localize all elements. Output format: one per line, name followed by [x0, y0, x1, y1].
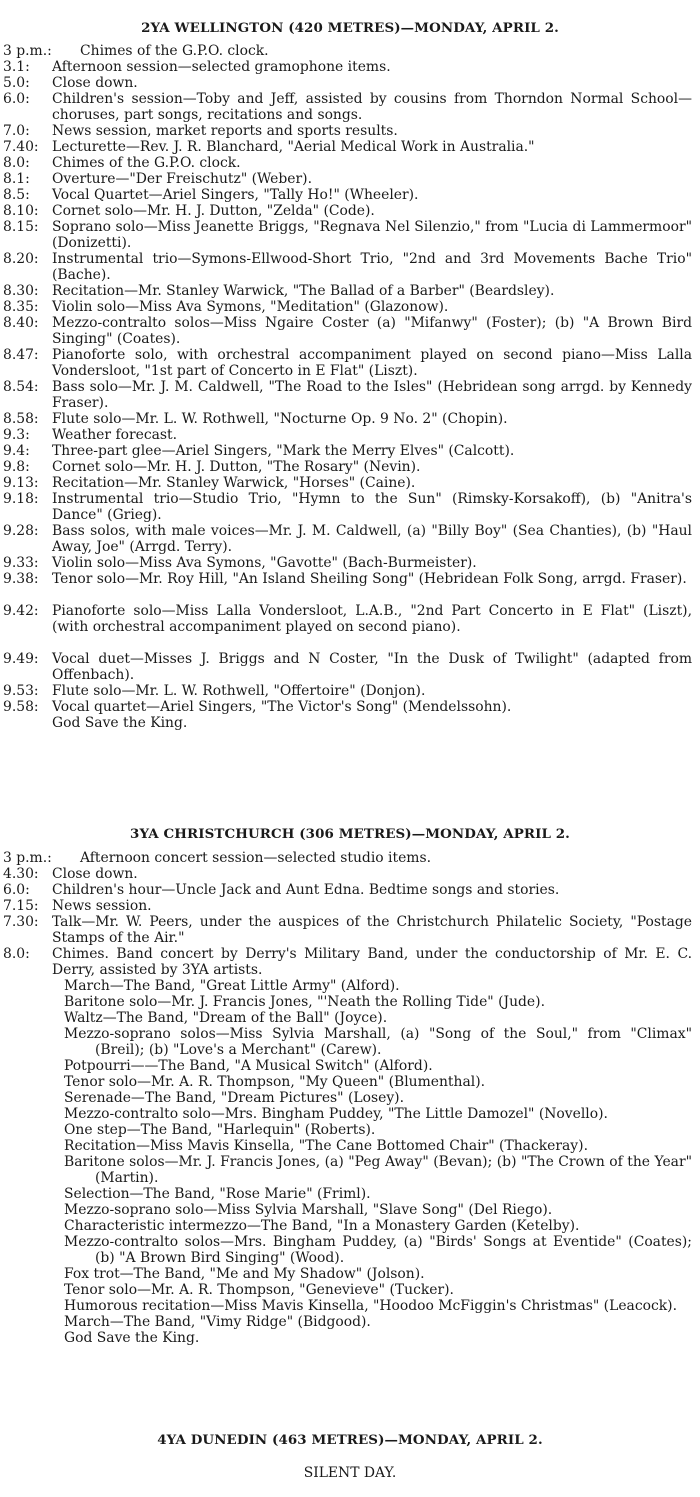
list-item — [0, 850, 700, 866]
item-time: 8.30: — [3, 283, 39, 299]
schedule-2ya — [0, 43, 700, 731]
item-text: Chimes. Band concert by Derry's Military Band, under the conductorship of Mr. E. C. Derry, assisted by 3YA artists. — [52, 946, 692, 978]
item-time: 7.40: — [3, 139, 39, 155]
list-item — [0, 459, 700, 475]
list-item — [0, 203, 700, 219]
list-item — [0, 187, 700, 203]
item-text: Pianoforte solo, with orchestral accompaniment played on second piano—Miss Lalla Vondersloot, "1st part of Concerto in E Flat" (Liszt). — [52, 347, 692, 379]
item-time: 9.53: — [3, 683, 39, 699]
item-time: 3 p.m.: — [3, 850, 52, 866]
item-text: Weather forecast. — [52, 427, 178, 443]
item-time: 7.0: — [3, 123, 30, 139]
list-item — [0, 946, 700, 978]
item-text: Soprano solo—Miss Jeanette Briggs, "Regnava Nel Silenzio," from "Lucia di Lammermoor" (Donizetti). — [52, 219, 692, 251]
list-item — [0, 299, 700, 315]
list-item — [0, 683, 700, 699]
item-time: 8.58: — [3, 411, 39, 427]
item-text: Violin solo—Miss Ava Symons, "Meditation" (Glazonow). — [52, 299, 449, 315]
list-item — [0, 555, 700, 571]
station-heading-3ya: 3YA CHRISTCHURCH (306 METRES)—MONDAY, APRIL 2. — [130, 826, 570, 842]
list-item — [0, 882, 700, 898]
item-text: Vocal Quartet—Ariel Singers, "Tally Ho!" (Wheeler). — [52, 187, 419, 203]
item-time: 7.15: — [3, 898, 39, 914]
programme-item: One step—The Band, "Harlequin" (Roberts). — [64, 1122, 376, 1138]
item-time: 9.33: — [3, 555, 39, 571]
programme-item: Tenor solo—Mr. A. R. Thompson, "Genevieve" (Tucker). — [64, 1282, 454, 1298]
list-item — [0, 571, 700, 603]
programme-item: Serenade—The Band, "Dream Pictures" (Losey). — [64, 1090, 405, 1106]
item-text: Close down. — [52, 75, 138, 91]
item-text: Violin solo—Miss Ava Symons, "Gavotte" (Bach-Burmeister). — [52, 555, 477, 571]
item-time: 8.40: — [3, 315, 39, 331]
programme-item: March—The Band, "Vimy Ridge" (Bidgood). — [64, 1314, 371, 1330]
programme-item: Mezzo-contralto solo—Mrs. Bingham Puddey, "The Little Damozel" (Novello). — [64, 1106, 608, 1122]
item-time: 3.1: — [3, 59, 30, 75]
list-item — [0, 523, 700, 555]
list-item — [0, 379, 700, 411]
item-text: Cornet solo—Mr. H. J. Dutton, "The Rosary" (Nevin). — [52, 459, 421, 475]
list-item — [0, 651, 700, 683]
item-time: 5.0: — [3, 75, 30, 91]
item-text: Recitation—Mr. Stanley Warwick, "The Ballad of a Barber" (Beardsley). — [52, 283, 555, 299]
item-text: Afternoon concert session—selected studio items. — [80, 850, 432, 866]
list-item — [0, 155, 700, 171]
station-heading-4ya: 4YA DUNEDIN (463 METRES)—MONDAY, APRIL 2. — [157, 1432, 543, 1448]
item-text: Afternoon session—selected gramophone items. — [52, 59, 391, 75]
item-time: 9.4: — [3, 443, 30, 459]
item-time: 6.0: — [3, 882, 30, 898]
closing-line: God Save the King. — [64, 1330, 200, 1346]
list-item — [0, 91, 700, 123]
list-item — [0, 75, 700, 91]
item-text: Chimes of the G.P.O. clock. — [52, 155, 241, 171]
item-time: 9.28: — [3, 523, 39, 539]
programme-item: Waltz—The Band, "Dream of the Ball" (Joyce). — [64, 1010, 388, 1026]
item-text: Recitation—Mr. Stanley Warwick, "Horses" (Caine). — [52, 475, 416, 491]
programme-item: Tenor solo—Mr. A. R. Thompson, "My Queen" (Blumenthal). — [64, 1074, 486, 1090]
item-text: Overture—"Der Freischutz" (Weber). — [52, 171, 312, 187]
item-text: Talk—Mr. W. Peers, under the auspices of the Christchurch Philatelic Society, "Postage Stamps of the Air." — [52, 914, 692, 946]
programme-item: Mezzo-contralto solos—Mrs. Bingham Puddey, (a) "Birds' Songs at Eventide" (Coates); (b) "A Brown Bird Singing" (Wood). — [64, 1234, 692, 1266]
programme-item: Recitation—Miss Mavis Kinsella, "The Cane Bottomed Chair" (Thackeray). — [64, 1138, 588, 1154]
item-text: Instrumental trio—Studio Trio, "Hymn to the Sun" (Rimsky-Korsakoff), (b) "Anitra's Dance" (Grieg). — [52, 491, 692, 523]
list-item — [0, 898, 700, 914]
list-item — [0, 427, 700, 443]
item-text: Close down. — [52, 866, 138, 882]
item-time: 8.0: — [3, 946, 30, 962]
item-text: Children's hour—Uncle Jack and Aunt Edna. Bedtime songs and stories. — [52, 882, 560, 898]
item-text: Pianoforte solo—Miss Lalla Vondersloot, L.A.B., "2nd Part Concerto in E Flat" (Liszt), (with orchestral accompaniment played on second piano). — [52, 603, 692, 635]
item-time: 9.42: — [3, 603, 39, 619]
list-item — [0, 699, 700, 715]
item-text: Tenor solo—Mr. Roy Hill, "An Island Sheiling Song" (Hebridean Folk Song, arrgd. Fraser). — [52, 571, 687, 587]
item-time: 9.58: — [3, 699, 39, 715]
list-item — [0, 866, 700, 882]
closing-text: God Save the King. — [52, 715, 188, 731]
item-text: Flute solo—Mr. L. W. Rothwell, "Nocturne Op. 9 No. 2" (Chopin). — [52, 411, 508, 427]
item-time: 9.8: — [3, 459, 30, 475]
item-text: Flute solo—Mr. L. W. Rothwell, "Offertoire" (Donjon). — [52, 683, 426, 699]
item-text: Children's session—Toby and Jeff, assisted by cousins from Thorndon Normal School—choruses, part songs, recitations and songs. — [52, 91, 692, 123]
item-time: 7.30: — [3, 914, 39, 930]
programme-item: Humorous recitation—Miss Mavis Kinsella, "Hoodoo McFiggin's Christmas" (Leacock). — [64, 1298, 677, 1314]
list-item — [0, 315, 700, 347]
item-time: 8.1: — [3, 171, 30, 187]
item-time: 8.47: — [3, 347, 39, 363]
item-text: News session, market reports and sports results. — [52, 123, 398, 139]
item-time: 4.30: — [3, 866, 39, 882]
list-item — [0, 914, 700, 946]
item-text: News session. — [52, 898, 152, 914]
item-text: Bass solos, with male voices—Mr. J. M. Caldwell, (a) "Billy Boy" (Sea Chanties), (b) "Haul Away, Joe" (Arrgd. Terry). — [52, 523, 692, 555]
item-time: 9.18: — [3, 491, 39, 507]
list-item — [0, 283, 700, 299]
item-time: 3 p.m.: — [3, 43, 52, 59]
programme-item: Baritone solos—Mr. J. Francis Jones, (a) "Peg Away" (Bevan); (b) "The Crown of the Year" (Martin). — [64, 1154, 692, 1186]
closing-line — [0, 715, 700, 731]
list-item — [0, 347, 700, 379]
list-item — [0, 443, 700, 459]
silent-day-note: SILENT DAY. — [303, 1465, 397, 1481]
programme-item: Characteristic intermezzo—The Band, "In a Monastery Garden (Ketelby). — [64, 1218, 580, 1234]
item-time: 8.20: — [3, 251, 39, 267]
list-item — [0, 603, 700, 651]
schedule-3ya — [0, 850, 700, 1346]
item-time: 8.54: — [3, 379, 39, 395]
programme-item: Selection—The Band, "Rose Marie" (Friml). — [64, 1186, 371, 1202]
item-time: 9.3: — [3, 427, 30, 443]
programme-item: Potpourri——The Band, "A Musical Switch" (Alford). — [64, 1058, 433, 1074]
item-time: 9.49: — [3, 651, 39, 667]
item-text: Three-part glee—Ariel Singers, "Mark the Merry Elves" (Calcott). — [52, 443, 515, 459]
item-text: Vocal quartet—Ariel Singers, "The Victor's Song" (Mendelssohn). — [52, 699, 512, 715]
programme-item: March—The Band, "Great Little Army" (Alford). — [64, 978, 400, 994]
band-programme — [0, 978, 700, 1346]
item-time: 9.38: — [3, 571, 39, 587]
programme-item: Baritone solo—Mr. J. Francis Jones, "'Neath the Rolling Tide" (Jude). — [64, 994, 545, 1010]
list-item — [0, 475, 700, 491]
item-time: 8.0: — [3, 155, 30, 171]
item-text: Lecturette—Rev. J. R. Blanchard, "Aerial Medical Work in Australia." — [52, 139, 535, 155]
programme-item: Mezzo-soprano solo—Miss Sylvia Marshall, "Slave Song" (Del Riego). — [64, 1202, 553, 1218]
item-text: Vocal duet—Misses J. Briggs and N Coster, "In the Dusk of Twilight" (adapted from Offenbach). — [52, 651, 692, 683]
list-item — [0, 411, 700, 427]
item-time: 8.5: — [3, 187, 30, 203]
item-text: Cornet solo—Mr. H. J. Dutton, "Zelda" (Code). — [52, 203, 375, 219]
station-heading-2ya: 2YA WELLINGTON (420 METRES)—MONDAY, APRIL 2. — [141, 20, 559, 36]
list-item — [0, 491, 700, 523]
item-text: Instrumental trio—Symons-Ellwood-Short Trio, "2nd and 3rd Movements Bache Trio" (Bache). — [52, 251, 692, 283]
item-text: Mezzo-contralto solos—Miss Ngaire Coster (a) "Mifanwy" (Foster); (b) "A Brown Bird Singing" (Coates). — [52, 315, 692, 347]
programme-item: Fox trot—The Band, "Me and My Shadow" (Jolson). — [64, 1266, 425, 1282]
list-item — [0, 59, 700, 75]
list-item — [0, 123, 700, 139]
list-item — [0, 171, 700, 187]
item-text: Bass solo—Mr. J. M. Caldwell, "The Road to the Isles" (Hebridean song arrgd. by Kennedy Fraser). — [52, 379, 692, 411]
programme-item: Mezzo-soprano solos—Miss Sylvia Marshall, (a) "Song of the Soul," from "Climax" (Breil); (b) "Love's a Merchant" (Carew). — [64, 1026, 692, 1058]
item-time: 8.35: — [3, 299, 39, 315]
list-item — [0, 219, 700, 251]
item-time: 8.15: — [3, 219, 39, 235]
item-time: 9.13: — [3, 475, 39, 491]
item-time: 8.10: — [3, 203, 39, 219]
list-item — [0, 251, 700, 283]
item-text: Chimes of the G.P.O. clock. — [80, 43, 269, 59]
list-item — [0, 43, 700, 59]
list-item — [0, 139, 700, 155]
item-time: 6.0: — [3, 91, 30, 107]
